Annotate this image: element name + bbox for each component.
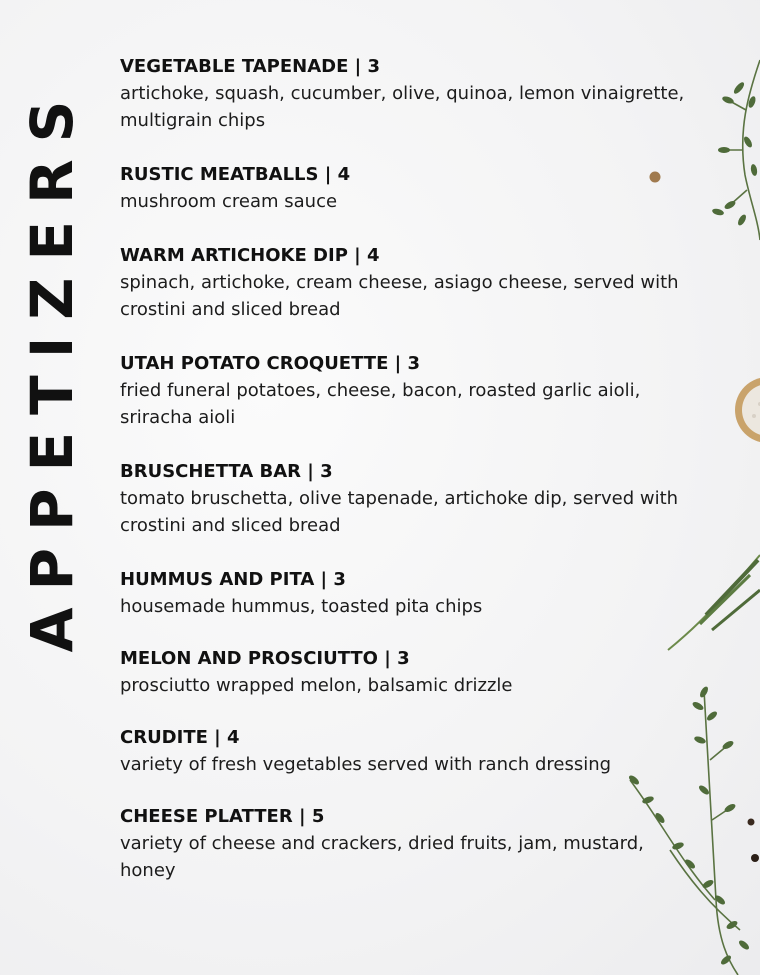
menu-item xyxy=(120,567,700,620)
menu-item-name: CRUDITE | 4 xyxy=(120,727,240,748)
menu-item xyxy=(120,243,700,323)
menu-item-description: fried funeral potatoes, cheese, bacon, roasted garlic aioli, sriracha aioli xyxy=(120,380,641,428)
menu-item-name: BRUSCHETTA BAR | 3 xyxy=(120,461,333,482)
menu-item xyxy=(120,725,700,778)
menu-item-description: spinach, artichoke, cream cheese, asiago cheese, served with crostini and sliced bread xyxy=(120,272,679,320)
menu-item xyxy=(120,459,700,539)
salt-bowl-icon xyxy=(735,377,760,443)
menu-item xyxy=(120,646,700,699)
menu-item-name: RUSTIC MEATBALLS | 4 xyxy=(120,164,351,185)
menu-item-description: artichoke, squash, cucumber, olive, quinoa, lemon vinaigrette, multigrain chips xyxy=(120,83,685,131)
menu-item-name: VEGETABLE TAPENADE | 3 xyxy=(120,56,381,77)
menu-item-name: CHEESE PLATTER | 5 xyxy=(120,806,325,827)
menu-item xyxy=(120,162,700,215)
appetizer-list xyxy=(120,54,700,884)
menu-item-description: mushroom cream sauce xyxy=(120,191,338,212)
menu-item xyxy=(120,54,700,134)
menu-item-description: variety of fresh vegetables served with ranch dressing xyxy=(120,754,612,775)
menu-item-name: UTAH POTATO CROQUETTE | 3 xyxy=(120,353,420,374)
menu-item-description: tomato bruschetta, olive tapenade, artichoke dip, served with crostini and sliced bread xyxy=(120,488,679,536)
menu-item xyxy=(120,804,700,884)
menu-item-name: HUMMUS AND PITA | 3 xyxy=(120,569,346,590)
peppercorn-icon xyxy=(751,854,759,862)
menu-item-description: housemade hummus, toasted pita chips xyxy=(120,596,483,617)
menu-item xyxy=(120,351,700,431)
menu-item-description: variety of cheese and crackers, dried fruits, jam, mustard, honey xyxy=(120,833,644,881)
menu-item-name: MELON AND PROSCIUTTO | 3 xyxy=(120,648,410,669)
peppercorn-icon xyxy=(748,819,755,826)
menu-section-title: APPETIZERS xyxy=(18,83,86,653)
menu-item-description: prosciutto wrapped melon, balsamic drizzle xyxy=(120,675,513,696)
thyme-sprig-icon xyxy=(724,60,760,240)
menu-item-name: WARM ARTICHOKE DIP | 4 xyxy=(120,245,380,266)
